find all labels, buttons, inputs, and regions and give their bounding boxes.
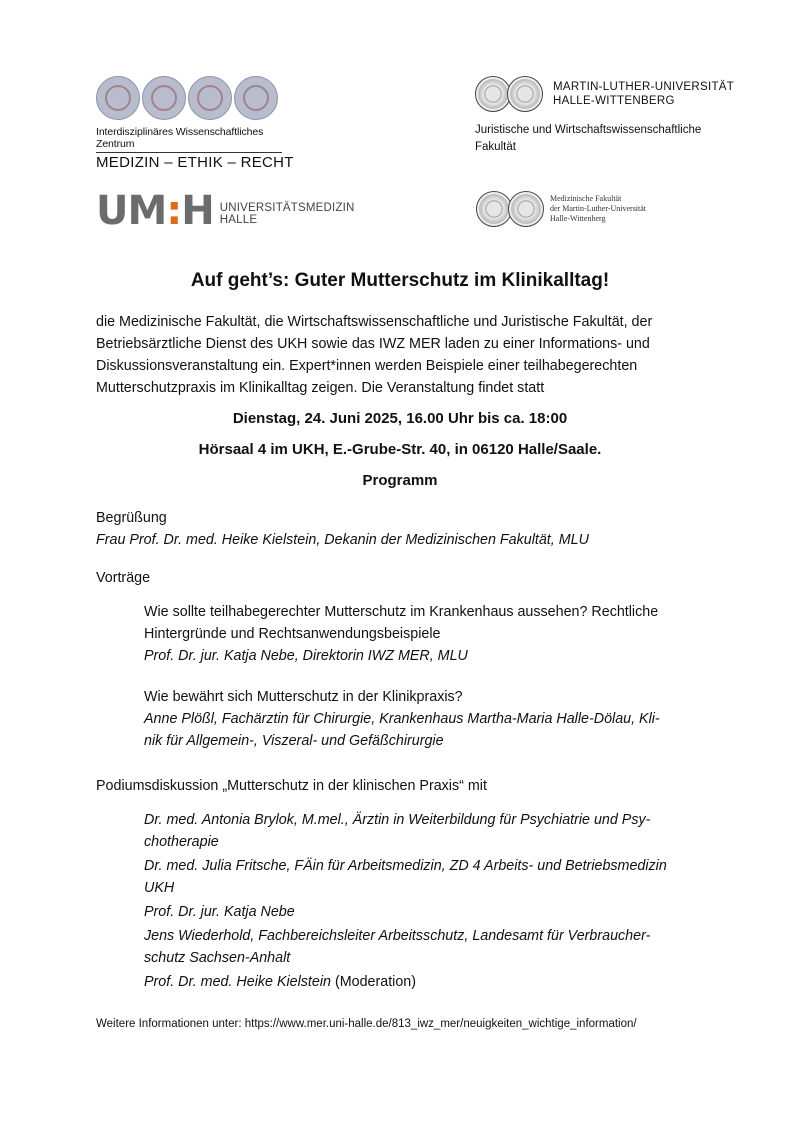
university-seal-icon bbox=[508, 191, 544, 227]
program-heading: Programm bbox=[362, 472, 438, 489]
seal-icon bbox=[234, 76, 278, 120]
university-seal-icon bbox=[476, 191, 512, 227]
university-seal-icon bbox=[475, 76, 511, 112]
seal-icon bbox=[96, 76, 140, 120]
medfak-line3: Halle-Wittenberg bbox=[550, 214, 606, 223]
talks-label: Vorträge bbox=[96, 570, 151, 586]
iwz-divider bbox=[96, 152, 282, 153]
iwz-name: Interdisziplinäres Wissenschaftliches Zentrum bbox=[96, 126, 264, 150]
talk-title: Wie sollte teilhabegerechter Mutterschutz im Krankenhaus aussehen? Rechtliche bbox=[144, 604, 659, 620]
iwz-tagline: MEDIZIN – ETHIK – RECHT bbox=[96, 154, 294, 171]
greeting-speaker: Frau Prof. Dr. med. Heike Kielstein, Dekanin der Medizinischen Fakultät, MLU bbox=[96, 532, 589, 548]
event-location: Hörsaal 4 im UKH, E.-Grube-Str. 40, in 06120 Halle/Saale. bbox=[198, 441, 602, 458]
mlu-logo bbox=[475, 76, 765, 156]
medfak-line2: der Martin-Luther-Universität bbox=[550, 204, 647, 213]
university-seal-icon bbox=[507, 76, 543, 112]
talk-speaker: Anne Plößl, Fachärztin für Chirurgie, Krankenhaus Martha-Maria Halle-Dölau, Kli- bbox=[144, 711, 660, 727]
page-title: Auf geht’s: Guter Mutterschutz im Klinikalltag! bbox=[190, 270, 610, 291]
mlu-faculty-line1: Juristische und Wirtschaftswissenschaftliche bbox=[475, 124, 702, 136]
mlu-name-line1: MARTIN-LUTHER-UNIVERSITÄT bbox=[553, 81, 735, 93]
iwz-logo bbox=[96, 76, 296, 171]
panelist: Prof. Dr. med. Heike Kielstein (Moderation) bbox=[144, 974, 417, 990]
greeting-section bbox=[96, 507, 736, 551]
intro-paragraph: die Medizinische Fakultät, die Wirtschaftswissenschaftliche und Juristische Fakultät, der Betriebsärztliche Dienst des UKH sowie das IWZ MER laden zu einer Informations- und Diskussionsveranstaltung ein. Expert*innen werden Beispiele einer teilhabegerechten Mutterschutzpraxis im Klinikalltag zeigen. Die Veranstaltung findet statt bbox=[96, 314, 653, 396]
panelist: Dr. med. Julia Fritsche, FÄin für Arbeitsmedizin, ZD 4 Arbeits- und Betriebsmedizin UKH bbox=[144, 858, 667, 896]
iwz-seals bbox=[96, 76, 296, 120]
seal-icon bbox=[142, 76, 186, 120]
mlu-faculty-line2: Fakultät bbox=[475, 141, 516, 153]
seal-icon bbox=[188, 76, 232, 120]
panel-list bbox=[144, 809, 734, 993]
event-date: Dienstag, 24. Juni 2025, 16.00 Uhr bis ca. 18:00 bbox=[232, 410, 568, 427]
talk-title: Wie bewährt sich Mutterschutz in der Klinikpraxis? bbox=[144, 689, 463, 705]
umh-text-line1: UNIVERSITÄTSMEDIZIN bbox=[219, 202, 355, 214]
moderation-note: (Moderation) bbox=[330, 974, 417, 990]
greeting-label: Begrüßung bbox=[96, 510, 167, 526]
panelist: Jens Wiederhold, Fachbereichsleiter Arbeitsschutz, Landesamt für Verbraucher- schutz Sachsen-Anhalt bbox=[144, 928, 651, 966]
medfak-logo bbox=[476, 191, 646, 227]
panel-label: Podiumsdiskussion „Mutterschutz in der klinischen Praxis“ mit bbox=[96, 778, 487, 794]
talk-speaker: Prof. Dr. jur. Katja Nebe, Direktorin IWZ MER, MLU bbox=[144, 648, 468, 664]
mlu-name-line2: HALLE-WITTENBERG bbox=[553, 95, 675, 107]
talk-2 bbox=[144, 686, 734, 752]
footer-info: Weitere Informationen unter: https://www.mer.uni-halle.de/813_iwz_mer/neuigkeiten_wichtige_information/ bbox=[96, 1018, 637, 1030]
umh-mark: UM:H bbox=[96, 188, 214, 234]
umh-text-line2: HALLE bbox=[219, 214, 258, 226]
panelist: Prof. Dr. jur. Katja Nebe bbox=[144, 904, 295, 920]
panelist: Dr. med. Antonia Brylok, M.mel., Ärztin in Weiterbildung für Psychiatrie und Psy- chotherapie bbox=[144, 812, 651, 850]
talk-title: Hintergründe und Rechtsanwendungsbeispiele bbox=[144, 626, 441, 642]
talk-1 bbox=[144, 601, 734, 667]
umh-logo bbox=[96, 188, 355, 234]
medfak-line1: Medizinische Fakultät bbox=[550, 194, 622, 203]
talk-speaker: nik für Allgemein-, Viszeral- und Gefäßchirurgie bbox=[144, 733, 444, 749]
